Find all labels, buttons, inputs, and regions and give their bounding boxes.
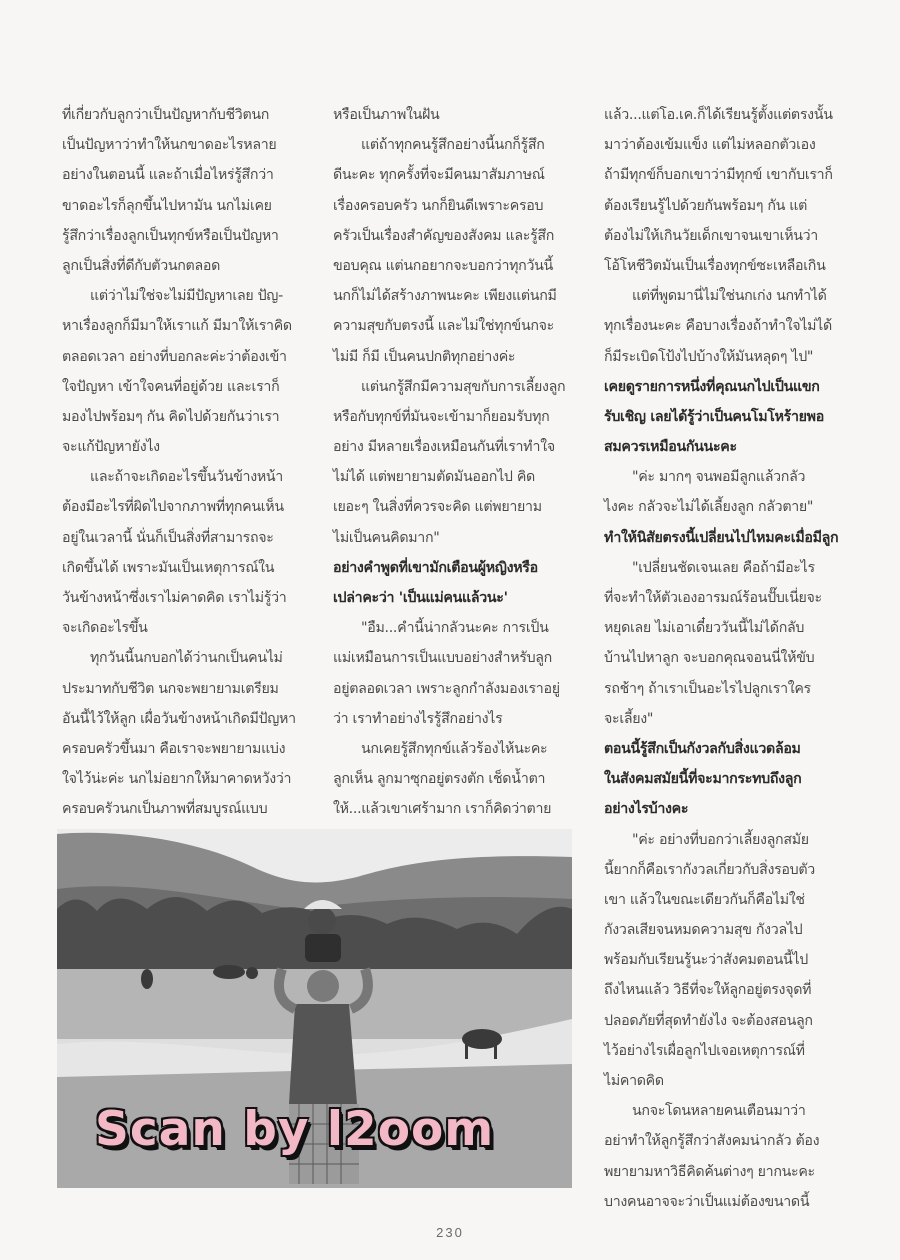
interview-question-line: สมควรเหมือนกันนะคะ bbox=[604, 439, 737, 456]
page-number: 230 bbox=[436, 1225, 464, 1240]
body-text-line: ขาดอะไรก็ลุกขึ้นไปหามัน นกไม่เคย bbox=[62, 197, 272, 214]
body-text-line: ที่เกี่ยวกับลูกว่าเป็นปัญหากับชีวิตนก bbox=[62, 107, 270, 123]
body-text-line: จะเกิดอะไรขึ้น bbox=[62, 620, 148, 637]
body-text-line: หรือเป็นภาพในฝัน bbox=[333, 107, 440, 123]
body-text-line: ให้...แล้วเขาเศร้ามาก เราก็คิดว่าตาย bbox=[333, 801, 552, 818]
body-text-line: บ้านไปหาลูก จะบอกคุณจอนนี่ให้ขับ bbox=[604, 650, 815, 667]
body-text-line: อยู่ในเวลานี้ นั่นก็เป็นสิ่งที่สามารถจะ bbox=[62, 529, 274, 546]
text-column-3 bbox=[604, 100, 856, 1217]
body-text-line: ลูกเป็นสิ่งที่ดีกับตัวนกตลอด bbox=[62, 257, 220, 274]
body-text-line: ดีนะคะ ทุกครั้งที่จะมีคนมาสัมภาษณ์ bbox=[333, 167, 545, 184]
body-text-line: หรือกับทุกข์ที่มันจะเข้ามาก็ยอมรับทุก bbox=[333, 408, 550, 425]
body-text-line: นกเคยรู้สึกทุกข์แล้วร้องไห้นะคะ bbox=[361, 740, 548, 757]
interview-question-line: ตอนนี้รู้สึกเป็นกังวลกับสิ่งแวดล้อม bbox=[604, 740, 801, 757]
body-text-line: ครอบครัวขึ้นมา คือเราจะพยายามแบ่ง bbox=[62, 740, 286, 757]
body-text-line: พยายามหาวิธีคิดค้นต่างๆ ยากนะคะ bbox=[604, 1163, 815, 1180]
body-text-line: ใจไว้น่ะค่ะ นกไม่อยากให้มาคาดหวังว่า bbox=[62, 771, 292, 788]
body-text-line: หาเรื่องลูกก็มีมาให้เราแก้ มีมาให้เราคิด bbox=[62, 318, 292, 335]
body-text-line: ต้องเรียนรู้ไปด้วยกันพร้อมๆ กัน แต่ bbox=[604, 197, 808, 214]
body-text-line: นกก็ไม่ได้สร้างภาพนะคะ เพียงแต่นกมี bbox=[333, 288, 557, 305]
scan-watermark: Scan by l2oom bbox=[95, 1102, 495, 1157]
text-column-1 bbox=[62, 100, 314, 825]
body-text-line: เป็นปัญหาว่าทำให้นกขาดอะไรหลาย bbox=[62, 137, 277, 154]
body-text-line: ไม่มี ก็มี เป็นคนปกติทุกอย่างค่ะ bbox=[333, 348, 516, 365]
body-text-line: วันข้างหน้าซึ่งเราไม่คาดคิด เราไม่รู้ว่า bbox=[62, 590, 287, 606]
body-text-line: ที่จะทำให้ตัวเองอารมณ์ร้อนปั๊บเนี่ยจะ bbox=[604, 590, 822, 606]
body-text-line: รถช้าๆ ถ้าเราเป็นอะไรไปลูกเราใคร bbox=[604, 680, 811, 697]
body-text-line: นี้ยากก็คือเรากังวลเกี่ยวกับสิ่งรอบตัว bbox=[604, 861, 815, 878]
body-text-line: อย่าง มีหลายเรื่องเหมือนกันที่เราทำใจ bbox=[333, 439, 555, 456]
body-text-line: เขา แล้วในขณะเดียวกันก็คือไม่ใช่ bbox=[604, 891, 805, 908]
body-text-line: และถ้าจะเกิดอะไรขึ้นวันข้างหน้า bbox=[90, 469, 283, 486]
body-text-line: "เปลี่ยนชัดเจนเลย คือถ้ามีอะไร bbox=[632, 559, 815, 576]
body-text-line: ปลอดภัยที่สุดทำยังไง จะต้องสอนลูก bbox=[604, 1012, 813, 1029]
body-text-line: ทุกเรื่องนะคะ คือบางเรื่องถ้าทำใจไม่ได้ bbox=[604, 318, 832, 335]
body-text-line: แต่ว่าไม่ใช่จะไม่มีปัญหาเลย ปัญ- bbox=[90, 288, 283, 305]
body-text-line: โอ้โหชีวิตมันเป็นเรื่องทุกข์ซะเหลือเกิน bbox=[604, 257, 826, 274]
body-text-line: ต้องมีอะไรที่ผิดไปจากภาพที่ทุกคนเห็น bbox=[62, 499, 284, 516]
body-text-line: เกิดขึ้นได้ เพราะมันเป็นเหตุการณ์ใน bbox=[62, 559, 275, 576]
body-text-line: ถ้ามีทุกข์ก็บอกเขาว่ามีทุกข์ เขากับเราก็ bbox=[604, 167, 833, 184]
body-text-line: แต่ที่พูดมานี่ไม่ใช่นกเก่ง นกทำได้ bbox=[632, 288, 827, 305]
body-text-line: แต่ถ้าทุกคนรู้สึกอย่างนี้นกก็รู้สึก bbox=[361, 137, 545, 154]
interview-question-line: เคยดูรายการหนึ่งที่คุณนกไปเป็นแขก bbox=[604, 378, 820, 395]
interview-question-line: รับเชิญ เลยได้รู้ว่าเป็นคนโมโหร้ายพอ bbox=[604, 408, 824, 425]
body-text-line: จะเลี้ยง" bbox=[604, 710, 654, 727]
body-text-line: ไงคะ กลัวจะไม่ได้เลี้ยงลูก กลัวตาย" bbox=[604, 499, 814, 516]
body-text-line: ใจปัญหา เข้าใจคนที่อยู่ด้วย และเราก็ bbox=[62, 378, 280, 395]
body-text-line: แม่เหมือนการเป็นแบบอย่างสำหรับลูก bbox=[333, 650, 552, 667]
body-text-line: ถึงไหนแล้ว วิธีที่จะให้ลูกอยู่ตรงจุดที่ bbox=[604, 982, 812, 999]
body-text-line: "ค่ะ มากๆ จนพอมีลูกแล้วกลัว bbox=[632, 469, 806, 486]
body-text-line: จะแก้ปัญหายังไง bbox=[62, 439, 160, 456]
body-text-line: ว่า เราทำอย่างไรรู้สึกอย่างไร bbox=[333, 710, 503, 727]
body-text-line: บางคนอาจจะว่าเป็นแม่ต้องขนาดนี้ bbox=[604, 1193, 810, 1210]
body-text-line: เยอะๆ ในสิ่งที่ควรจะคิด แต่พยายาม bbox=[333, 499, 542, 516]
text-column-2 bbox=[333, 100, 581, 825]
interview-question-line: ในสังคมสมัยนี้ที่จะมากระทบถึงลูก bbox=[604, 771, 802, 788]
interview-question-line: ทำให้นิสัยตรงนี้เปลี่ยนไปไหมคะเมื่อมีลูก bbox=[604, 529, 839, 546]
body-text-line: แล้ว...แต่โอ.เค.ก็ได้เรียนรู้ตั้งแต่ตรงนั้น bbox=[604, 107, 833, 123]
body-text-line: ขอบคุณ แต่นกอยากจะบอกว่าทุกวันนี้ bbox=[333, 257, 553, 274]
body-text-line: อย่างในตอนนี้ และถ้าเมื่อไหร่รู้สึกว่า bbox=[62, 167, 274, 184]
body-text-line: ประมาทกับชีวิต นกจะพยายามเตรียม bbox=[62, 680, 279, 697]
body-text-line: พร้อมกับเรียนรู้นะว่าสังคมตอนนี้ไป bbox=[604, 952, 808, 969]
body-text-line: ตลอดเวลา อย่างที่บอกละค่ะว่าต้องเข้า bbox=[62, 348, 287, 365]
body-text-line: ไว้อย่างไรเผื่อลูกไปเจอเหตุการณ์ที่ bbox=[604, 1042, 805, 1059]
body-text-line: ไม่เป็นคนคิดมาก" bbox=[333, 529, 440, 546]
interview-question-line: อย่างไรบ้างคะ bbox=[604, 801, 689, 818]
body-text-line: แต่นกรู้สึกมีความสุขกับการเลี้ยงลูก bbox=[361, 378, 566, 395]
body-text-line: อยู่ตลอดเวลา เพราะลูกกำลังมองเราอยู่ bbox=[333, 680, 560, 697]
body-text-line: ไม่ได้ แต่พยายามตัดมันออกไป คิด bbox=[333, 469, 535, 486]
body-text-line: มาว่าต้องเข้มแข็ง แต่ไม่หลอกตัวเอง bbox=[604, 137, 816, 154]
body-text-line: นกจะโดนหลายคนเตือนมาว่า bbox=[632, 1103, 806, 1120]
body-text-line: ครัวเป็นเรื่องสำคัญของสังคม และรู้สึก bbox=[333, 227, 555, 244]
body-text-line: "อืม...คำนี้น่ากลัวนะคะ การเป็น bbox=[361, 620, 549, 637]
body-text-line: ความสุขกับตรงนี้ และไม่ใช่ทุกข์นกจะ bbox=[333, 318, 554, 335]
body-text-line: ครอบครัวนกเป็นภาพที่สมบูรณ์แบบ bbox=[62, 801, 268, 818]
body-text-line: ต้องไม่ให้เกินวัยเด็กเขาจนเขาเห็นว่า bbox=[604, 227, 818, 244]
body-text-line: ก็มีระเบิดโป้งไปบ้างให้มันหลุดๆ ไป" bbox=[604, 348, 814, 365]
interview-question-line: เปล่าคะว่า 'เป็นแม่คนแล้วนะ' bbox=[333, 590, 508, 606]
body-text-line: รู้สึกว่าเรื่องลูกเป็นทุกข์หรือเป็นปัญหา bbox=[62, 227, 279, 244]
body-text-line: ทุกวันนี้นกบอกได้ว่านกเป็นคนไม่ bbox=[90, 650, 283, 667]
body-text-line: อย่าทำให้ลูกรู้สึกว่าสังคมน่ากลัว ต้อง bbox=[604, 1133, 820, 1150]
body-text-line: อันนี้ไว้ให้ลูก เผื่อวันข้างหน้าเกิดมีปัญหา bbox=[62, 710, 296, 727]
interview-question-line: อย่างคำพูดที่เขามักเตือนผู้หญิงหรือ bbox=[333, 559, 538, 576]
body-text-line: ลูกเห็น ลูกมาซุกอยู่ตรงตัก เช็ดน้ำตา bbox=[333, 771, 546, 788]
body-text-line: ไม่คาดคิด bbox=[604, 1073, 664, 1089]
body-text-line: หยุดเลย ไม่เอาเดี๋ยววันนี้ไม่ได้กลับ bbox=[604, 620, 805, 637]
body-text-line: มองไปพร้อมๆ กัน คิดไปด้วยกันว่าเรา bbox=[62, 408, 280, 425]
body-text-line: กังวลเสียจนหมดความสุข กังวลไป bbox=[604, 922, 803, 939]
body-text-line: เรื่องครอบครัว นกก็ยินดีเพราะครอบ bbox=[333, 197, 544, 214]
body-text-line: "ค่ะ อย่างที่บอกว่าเลี้ยงลูกสมัย bbox=[632, 831, 809, 848]
